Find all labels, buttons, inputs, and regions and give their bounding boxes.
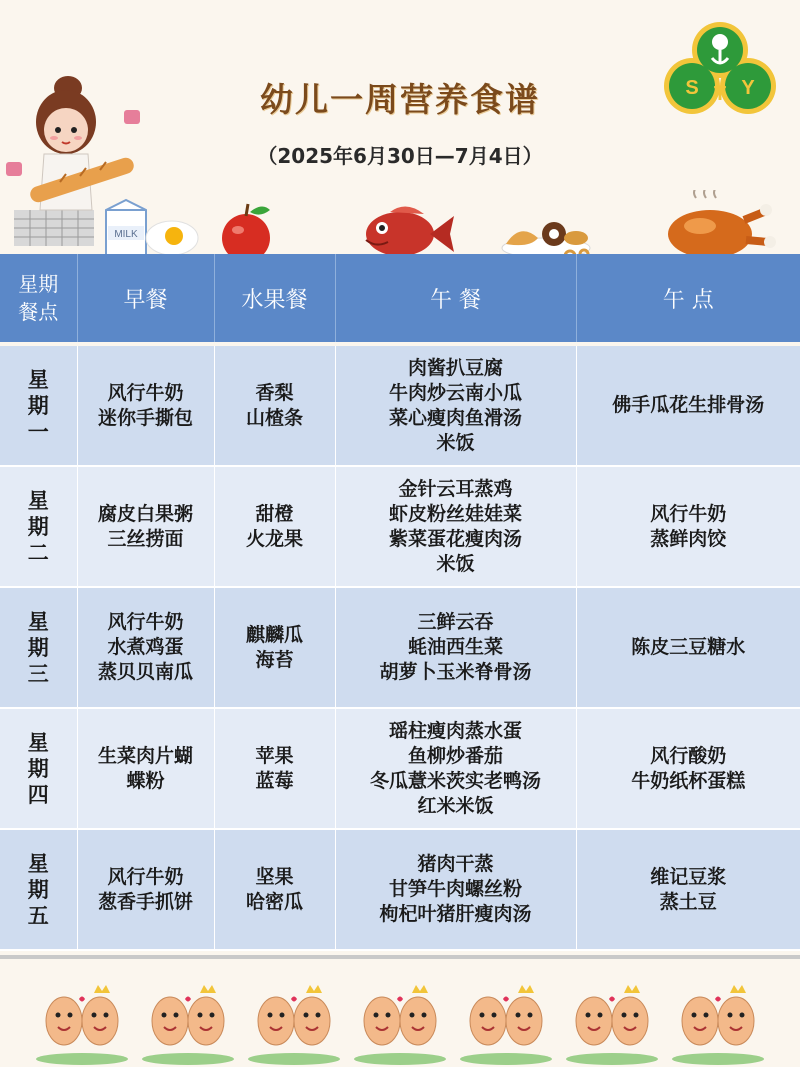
menu-item-text: 风行牛奶 [107, 611, 184, 633]
roast-chicken-icon [660, 190, 776, 262]
menu-item-text: 紫菜蛋花瘦肉汤 [388, 527, 522, 550]
menu-item-text: 风行酸奶 [650, 744, 727, 767]
menu-item-text: 鱼柳炒番茄 [407, 744, 503, 767]
menu-item-text: 期 [27, 877, 49, 902]
menu-item-text: 期 [27, 514, 49, 539]
lunch-cell [335, 466, 576, 587]
menu-item-text: 维记豆浆 [650, 865, 727, 888]
menu-item-text: 风行牛奶 [107, 381, 184, 404]
menu-item-text: 陈皮三豆糖水 [631, 636, 746, 658]
fruit-cell [214, 708, 335, 829]
egg-couple-icon [354, 985, 446, 1065]
page-title: 幼儿一周营养食谱 [260, 80, 540, 119]
snack-cell [576, 829, 800, 950]
menu-item-text: 甜橙 [255, 502, 294, 525]
egg-couple-icon [248, 985, 340, 1065]
logo-letter-s: S [685, 77, 699, 99]
fruit-cell [214, 346, 335, 466]
breakfast-cell [77, 466, 214, 587]
table-row [0, 587, 800, 708]
menu-item-text: 胡萝卜玉米脊骨汤 [379, 661, 532, 683]
lunch-cell [335, 829, 576, 950]
menu-item-text: 金针云耳蒸鸡 [398, 477, 513, 500]
menu-item-text: 哈密瓜 [245, 890, 303, 913]
logo-letter-y: Y [741, 77, 755, 99]
menu-item-text: 水煮鸡蛋 [107, 636, 184, 658]
table-row [0, 708, 800, 829]
menu-item-text: 肉酱扒豆腐 [407, 356, 503, 379]
egg-couple-icon [36, 985, 128, 1065]
lunch-cell [335, 587, 576, 708]
menu-item-text: 蝶粉 [126, 769, 165, 792]
menu-item-text: 麒麟瓜 [245, 623, 303, 646]
menu-item-text: 蓝莓 [255, 769, 294, 792]
menu-item-text: 蚝油西生菜 [407, 636, 503, 658]
menu-item-text: 蒸贝贝南瓜 [97, 661, 193, 683]
corner-header [0, 254, 77, 342]
menu-item-text: 冬瓜薏米茨实老鸭汤 [369, 769, 541, 792]
menu-item-text: 二 [27, 540, 49, 565]
menu-item-text: 期 [27, 393, 49, 418]
menu-item-text: 蒸土豆 [659, 890, 717, 913]
snack-cell [576, 708, 800, 829]
menu-item-text: 米饭 [436, 552, 475, 575]
egg-couple-icon [460, 985, 552, 1065]
egg-couple-icon [566, 985, 658, 1065]
fried-egg-icon [144, 214, 200, 258]
column-header-snack: 午 点 [576, 254, 800, 342]
menu-item-text: 山楂条 [245, 406, 303, 429]
menu-item-text: 甘笋牛肉螺丝粉 [388, 878, 522, 900]
table-row [0, 829, 800, 950]
menu-item-text: 牛奶纸杯蛋糕 [631, 769, 746, 792]
menu-item-text: 期 [27, 635, 49, 660]
breakfast-cell [77, 346, 214, 466]
snack-cell [576, 466, 800, 587]
lunch-cell [335, 708, 576, 829]
table-row [0, 346, 800, 466]
column-header-lunch: 午 餐 [335, 254, 576, 342]
menu-item-text: 三 [27, 661, 49, 686]
day-cell [0, 346, 77, 466]
column-header-breakfast: 早餐 [77, 254, 214, 342]
menu-item-text: 星 [27, 488, 49, 513]
weekly-menu-table [0, 254, 800, 951]
menu-item-text: 星 [27, 730, 49, 755]
menu-item-text: 风行牛奶 [107, 865, 184, 888]
day-cell [0, 466, 77, 587]
egg-couple-icon [672, 985, 764, 1065]
menu-body [0, 346, 800, 950]
menu-item-text: 五 [27, 903, 49, 928]
menu-item-text: 星 [27, 609, 49, 634]
menu-item-text: 迷你手撕包 [97, 406, 193, 429]
corner-label-day: 星期 [18, 272, 59, 296]
menu-item-text: 米饭 [436, 431, 475, 454]
logo-letter-t: T [713, 83, 727, 105]
menu-item-text: 海苔 [255, 648, 294, 671]
date-range: （2025年6月30日—7月4日） [257, 144, 543, 168]
menu-item-text: 佛手瓜花生排骨汤 [612, 394, 765, 416]
menu-item-text: 香梨 [255, 381, 294, 404]
fruit-cell [214, 829, 335, 950]
menu-item-text: 瑶柱瘦肉蒸水蛋 [388, 719, 522, 742]
table-row [0, 466, 800, 587]
menu-item-text: 腐皮白果粥 [97, 502, 193, 525]
table-bottom-divider [0, 955, 800, 959]
egg-couples-footer [0, 975, 800, 1067]
menu-item-text: 坚果 [255, 865, 294, 888]
fruit-cell [214, 466, 335, 587]
corner-label-meal: 餐点 [18, 300, 59, 324]
menu-item-text: 蒸鲜肉饺 [650, 527, 727, 550]
egg-couple-icon [142, 985, 234, 1065]
fruit-cell [214, 587, 335, 708]
day-cell [0, 829, 77, 950]
menu-item-text: 苹果 [255, 744, 294, 767]
menu-item-text: 枸杞叶猪肝瘦肉汤 [379, 903, 532, 925]
menu-item-text: 红米米饭 [417, 794, 494, 817]
menu-item-text: 牛肉炒云南小瓜 [388, 381, 522, 404]
menu-item-text: 葱香手抓饼 [97, 890, 193, 913]
menu-item-text: 三丝捞面 [107, 527, 184, 550]
lunch-cell [335, 346, 576, 466]
menu-item-text: 菜心瘦肉鱼滑汤 [388, 406, 522, 429]
menu-item-text: 期 [27, 756, 49, 781]
menu-item-text: 一 [27, 419, 49, 444]
menu-item-text: 三鲜云吞 [417, 611, 494, 633]
breakfast-cell [77, 708, 214, 829]
day-cell [0, 708, 77, 829]
menu-item-text: 风行牛奶 [650, 502, 727, 525]
snack-cell [576, 587, 800, 708]
menu-item-text: 生菜肉片蝴 [97, 744, 193, 767]
menu-item-text: 虾皮粉丝娃娃菜 [388, 502, 522, 525]
column-header-fruit: 水果餐 [214, 254, 335, 342]
menu-item-text: 猪肉干蒸 [417, 853, 494, 875]
day-cell [0, 587, 77, 708]
milk-label: MILK [114, 229, 138, 240]
breakfast-cell [77, 587, 214, 708]
breakfast-cell [77, 829, 214, 950]
menu-item-text: 星 [27, 851, 49, 876]
snack-cell [576, 346, 800, 466]
menu-item-text: 四 [27, 782, 49, 807]
table-header-row [0, 254, 800, 342]
menu-item-text: 火龙果 [245, 527, 303, 550]
menu-item-text: 星 [27, 367, 49, 392]
